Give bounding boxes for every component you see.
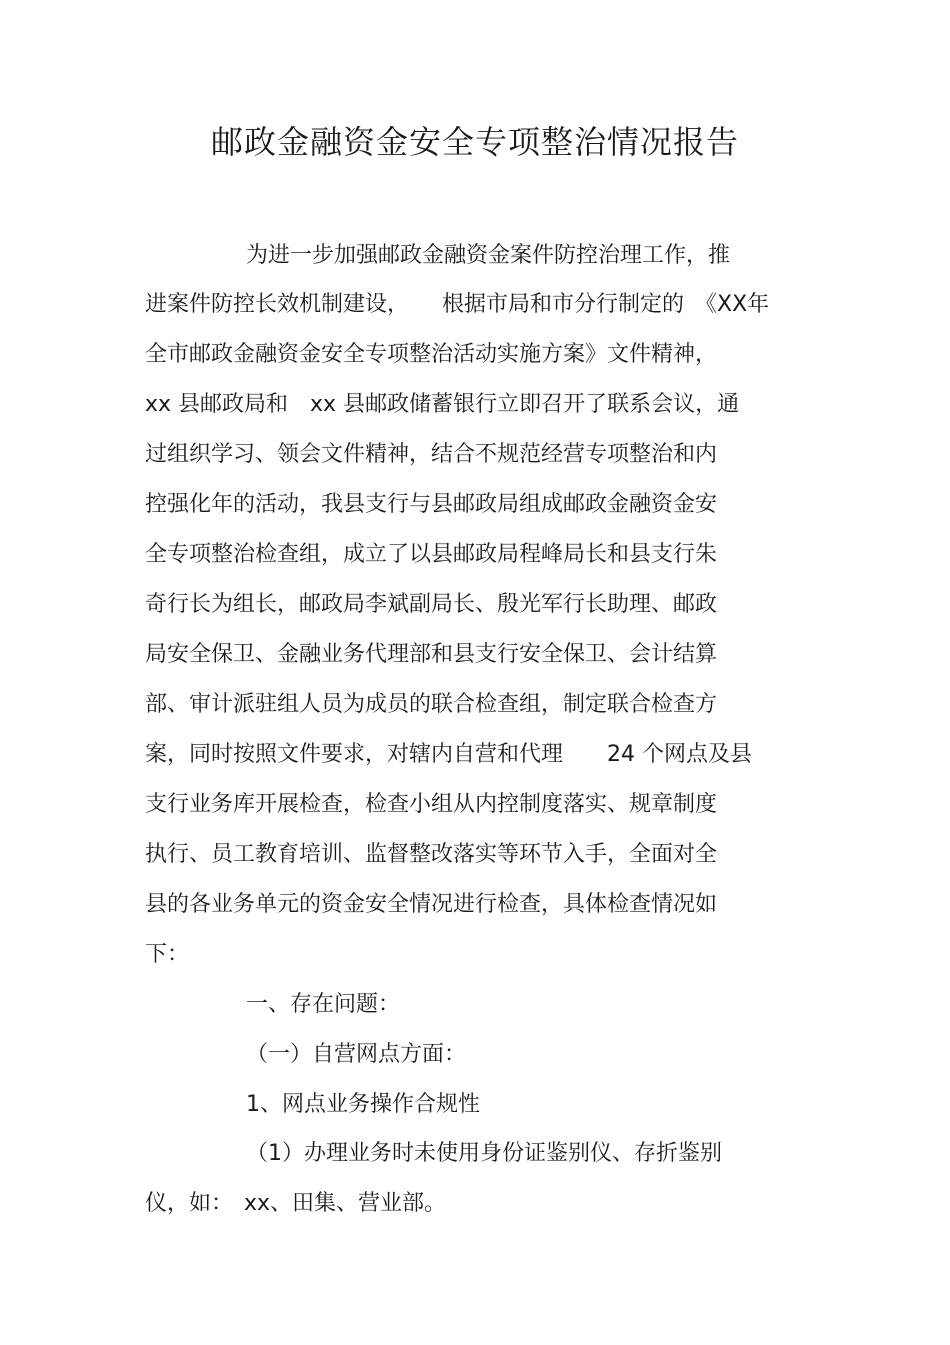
paragraph-line: 仪，如： xx、田集、营业部。 xyxy=(145,1191,447,1216)
paragraph-line: 县的各业务单元的资金安全情况进行检查，具体检查情况如 xyxy=(145,892,718,917)
paragraph-line: 案，同时按照文件要求，对辖内自营和代理 24 个网点及县 xyxy=(145,742,752,767)
paragraph-line: （1）办理业务时未使用身份证鉴别仪、存折鉴别 xyxy=(246,1141,722,1166)
paragraph-line: 为进一步加强邮政金融资金案件防控治理工作，推 xyxy=(246,243,731,268)
paragraph-line: xx 县邮政局和 xx 县邮政储蓄银行立即召开了联系会议，通 xyxy=(145,392,740,417)
document-title: 邮政金融资金安全专项整治情况报告 xyxy=(210,123,739,161)
paragraph-line: 过组织学习、领会文件精神，结合不规范经营专项整治和内 xyxy=(145,442,718,467)
paragraph-line: 局安全保卫、金融业务代理部和县支行安全保卫、会计结算 xyxy=(145,642,718,667)
paragraph-line: 控强化年的活动，我县支行与县邮政局组成邮政金融资金安 xyxy=(145,492,718,517)
paragraph-line: 全专项整治检查组，成立了以县邮政局程峰局长和县支行朱 xyxy=(145,542,718,567)
subsection-heading: （一）自营网点方面： xyxy=(246,1042,467,1067)
paragraph-line: 下： xyxy=(145,942,190,967)
paragraph-line: 全市邮政金融资金安全专项整治活动实施方案》文件精神， xyxy=(145,342,718,367)
paragraph-line: 进案件防控长效机制建设， 根据市局和市分行制定的 《XX年 xyxy=(145,292,770,317)
paragraph-line: 执行、员工教育培训、监督整改落实等环节入手，全面对全 xyxy=(145,842,718,867)
item-heading: 1、网点业务操作合规性 xyxy=(246,1092,480,1117)
paragraph-line: 部、审计派驻组人员为成员的联合检查组，制定联合检查方 xyxy=(145,692,718,717)
paragraph-line: 支行业务库开展检查，检查小组从内控制度落实、规章制度 xyxy=(145,792,718,817)
paragraph-line: 奇行长为组长，邮政局李斌副局长、殷光军行长助理、邮政 xyxy=(145,592,718,617)
section-heading: 一、存在问题： xyxy=(246,992,401,1017)
